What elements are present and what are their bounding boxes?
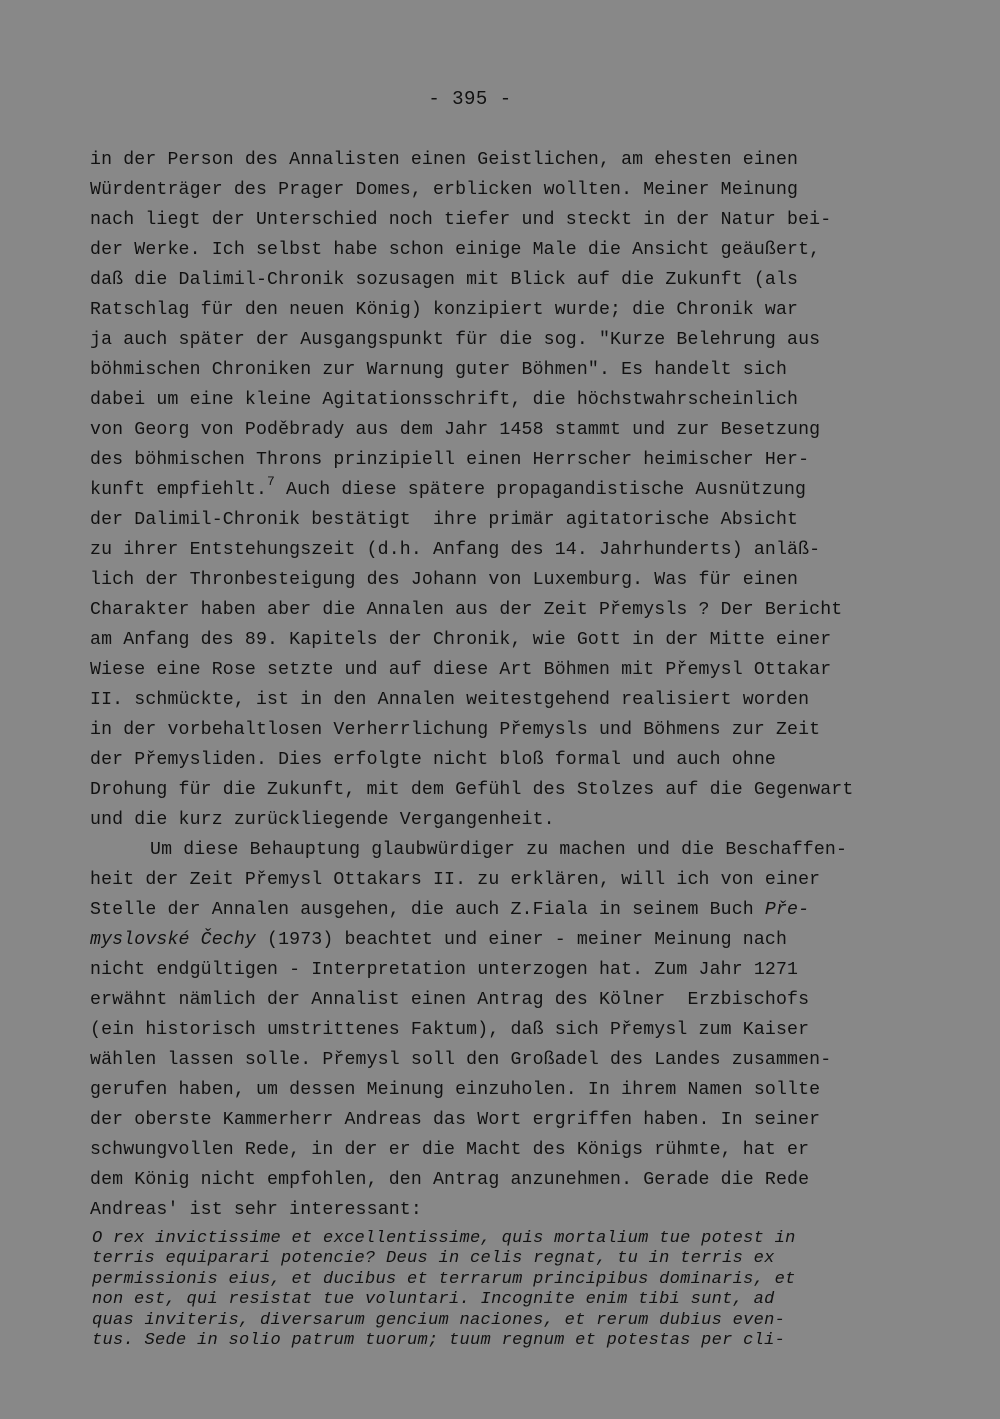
text-line: nicht endgültigen - Interpretation unterzogen hat. Zum Jahr 1271 (90, 960, 799, 980)
text-line: am Anfang des 89. Kapitels der Chronik, wie Gott in der Mitte einer (90, 630, 832, 650)
latin-quotation (92, 1229, 912, 1351)
text-line: des böhmischen Throns prinzipiell einen Herrscher heimischer Her- (90, 450, 810, 470)
quote-line: tus. Sede in solio patrum tuorum; tuum regnum et potestas per cli- (92, 1330, 786, 1350)
footnote-mark: 7 (267, 474, 275, 489)
text-line: Würdenträger des Prager Domes, erblicken wollten. Meiner Meinung (90, 180, 799, 200)
quote-line: non est, qui resistat tue voluntari. Incognite enim tibi sunt, ad (92, 1290, 775, 1310)
text-line: in der vorbehaltlosen Verherrlichung Přemysls und Böhmens zur Zeit (90, 720, 821, 740)
text-line: II. schmückte, ist in den Annalen weitestgehend realisiert worden (90, 690, 810, 710)
text-line: nach liegt der Unterschied noch tiefer und steckt in der Natur bei- (90, 210, 832, 230)
text-line: in der Person des Annalisten einen Geistlichen, am ehesten einen (90, 150, 799, 170)
text-line: Charakter haben aber die Annalen aus der Zeit Přemysls ? Der Bericht (90, 600, 843, 620)
quote-line: terris equiparari potencie? Deus in celis regnat, tu in terris ex (92, 1249, 775, 1269)
text-fragment: Stelle der Annalen ausgehen, die auch Z.Fiala in seinem Buch (90, 900, 765, 920)
text-line: Andreas' ist sehr interessant: (90, 1200, 422, 1220)
text-line: wählen lassen solle. Přemysl soll den Großadel des Landes zusammen- (90, 1050, 832, 1070)
text-line: der Werke. Ich selbst habe schon einige Male die Ansicht geäußert, (90, 240, 821, 260)
quote-line: permissionis eius, et ducibus et terrarum principibus dominaris, et (92, 1269, 796, 1289)
text-line: dabei um eine kleine Agitationsschrift, die höchstwahrscheinlich (90, 390, 799, 410)
text-line: Ratschlag für den neuen König) konzipiert wurde; die Chronik war (90, 300, 799, 320)
text-line-with-footnote (90, 475, 910, 505)
book-title-fragment: myslovské Čechy (90, 930, 256, 950)
text-line-with-title (90, 895, 910, 925)
text-line: Wiese eine Rose setzte und auf diese Art Böhmen mit Přemysl Ottakar (90, 660, 832, 680)
text-line: der Přemysliden. Dies erfolgte nicht bloß formal und auch ohne (90, 750, 776, 770)
text-line: schwungvollen Rede, in der er die Macht des Königs rühmte, hat er (90, 1140, 810, 1160)
text-line: heit der Zeit Přemysl Ottakars II. zu erklären, will ich von einer (90, 870, 821, 890)
text-line: dem König nicht empfohlen, den Antrag anzunehmen. Gerade die Rede (90, 1170, 810, 1190)
quote-line: O rex invictissime et excellentissime, quis mortalium tue potest in (92, 1229, 796, 1248)
text-fragment: Auch diese spätere propagandistische Ausnützung (274, 480, 807, 500)
text-line: böhmischen Chroniken zur Warnung guter Böhmen". Es handelt sich (90, 360, 788, 380)
paragraph-1 (90, 145, 910, 835)
paragraph-2 (90, 835, 910, 1225)
quote-line: quas inviteris, diversarum gencium naciones, et rerum dubius even- (92, 1310, 786, 1330)
text-line: zu ihrer Entstehungszeit (d.h. Anfang des 14. Jahrhunderts) anläß- (90, 540, 821, 560)
text-line: gerufen haben, um dessen Meinung einzuholen. In ihrem Namen sollte (90, 1080, 821, 1100)
book-title-fragment: Pře- (764, 900, 810, 920)
text-line: (ein historisch umstrittenes Faktum), daß sich Přemysl zum Kaiser (90, 1020, 810, 1040)
text-line-with-title (90, 925, 910, 955)
text-line: Drohung für die Zukunft, mit dem Gefühl des Stolzes auf die Gegenwart (90, 780, 854, 800)
text-line: von Georg von Poděbrady aus dem Jahr 1458 stammt und zur Besetzung (90, 420, 821, 440)
page-number: - 395 - (428, 88, 512, 110)
body-text (90, 145, 910, 1225)
text-fragment: kunft empfiehlt. (90, 480, 268, 500)
text-line: ja auch später der Ausgangspunkt für die sog. "Kurze Belehrung aus (90, 330, 821, 350)
text-line: daß die Dalimil-Chronik sozusagen mit Blick auf die Zukunft (als (90, 270, 799, 290)
text-line-indented: Um diese Behauptung glaubwürdiger zu machen und die Beschaffen- (150, 840, 848, 860)
text-fragment: (1973) beachtet und einer - meiner Meinung nach (255, 930, 788, 950)
text-line: lich der Thronbesteigung des Johann von Luxemburg. Was für einen (90, 570, 799, 590)
text-line: der Dalimil-Chronik bestätigt ihre primär agitatorische Absicht (90, 510, 799, 530)
text-line: und die kurz zurückliegende Vergangenheit. (90, 810, 555, 830)
text-line: der oberste Kammerherr Andreas das Wort ergriffen haben. In seiner (90, 1110, 821, 1130)
text-line: erwähnt nämlich der Annalist einen Antrag des Kölner Erzbischofs (90, 990, 810, 1010)
